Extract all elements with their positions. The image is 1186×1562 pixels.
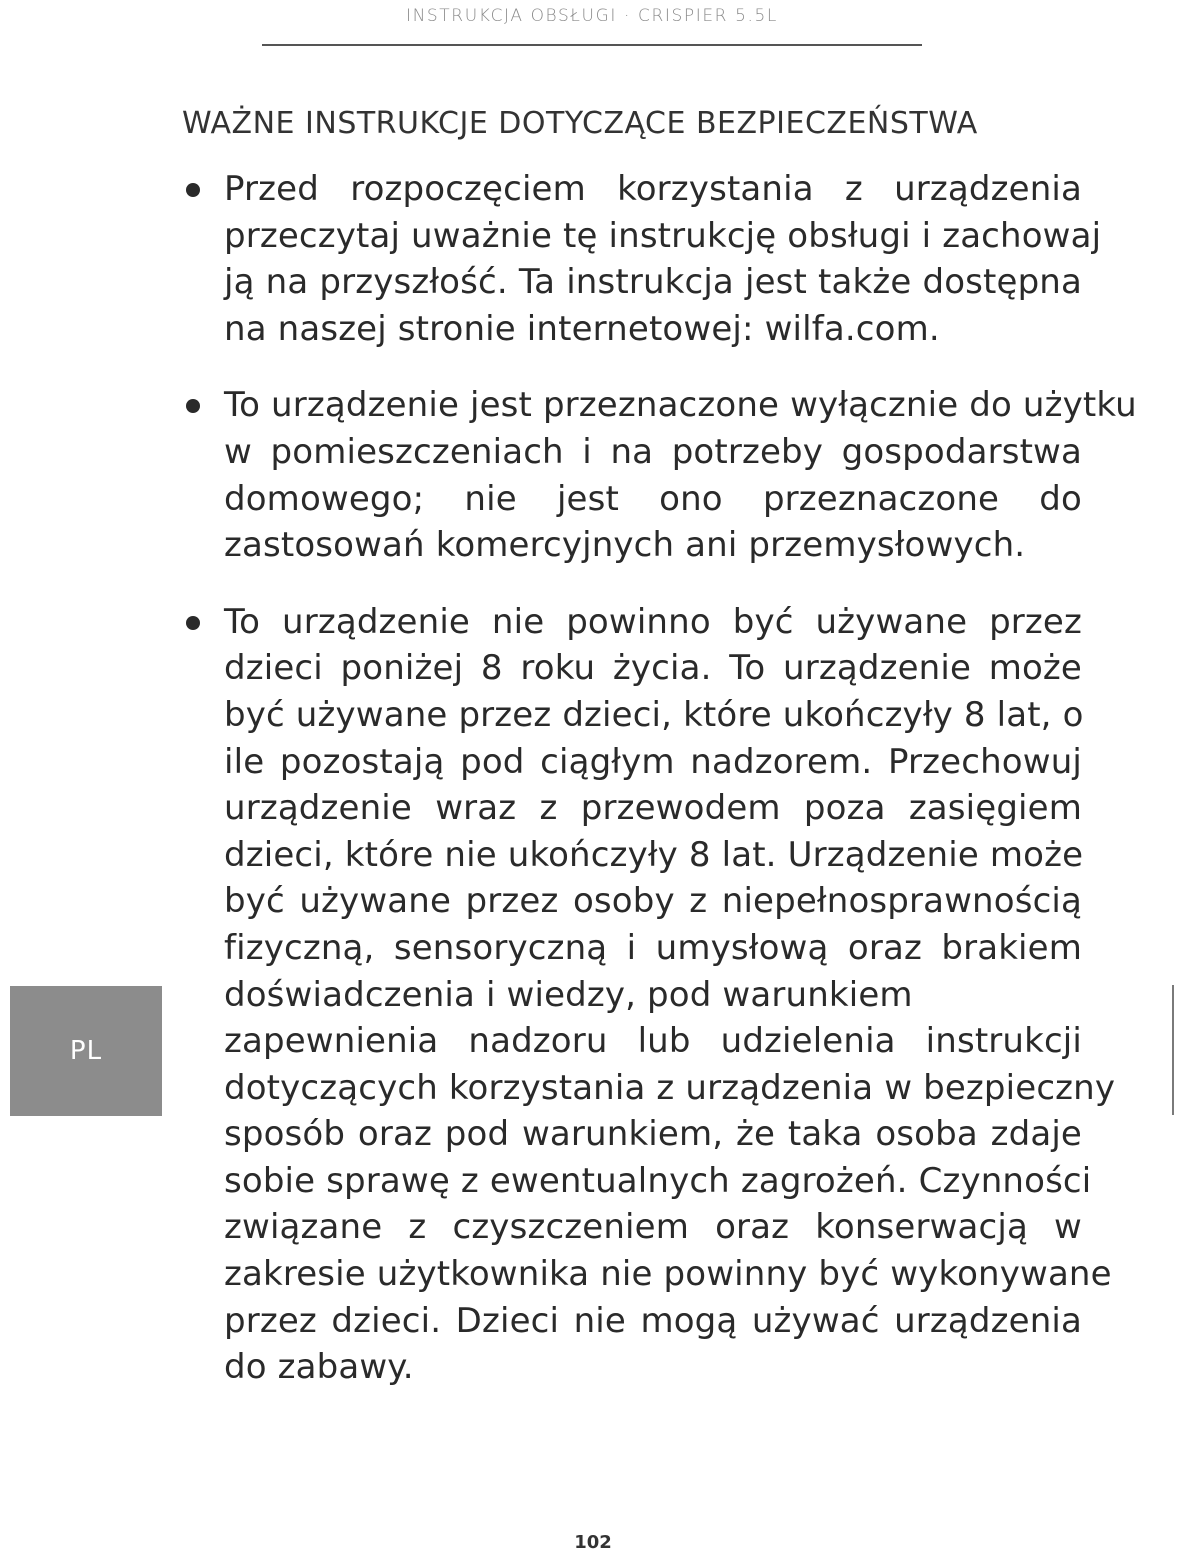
page-number: 102 (574, 1532, 612, 1553)
bullet-line: zastosowań komercyjnych ani przemysłowych. (224, 525, 1026, 566)
header-rule (262, 44, 922, 46)
bullet-item (182, 599, 1116, 1391)
bullet-line: doświadczenia i wiedzy, pod warunkiem (224, 974, 913, 1015)
bullet-line: fizyczną, sensoryczną i umysłową oraz brakiem (224, 927, 1082, 968)
bullet-line: dzieci, które nie ukończyły 8 lat. Urządzenie może (224, 834, 1084, 875)
bullet-line: zapewnienia nadzoru lub udzielenia instrukcji (224, 1021, 1082, 1062)
bullet-line: do zabawy. (224, 1347, 414, 1388)
bullet-line: urządzenie wraz z przewodem poza zasięgiem (224, 788, 1082, 829)
page-edge-mark (1172, 985, 1174, 1115)
running-header: INSTRUKCJA OBSŁUGI · CRISPIER 5.5L (405, 6, 778, 26)
bullet-item (182, 166, 1102, 352)
bullet-line: na naszej stronie internetowej: wilfa.com. (224, 308, 940, 349)
bullet-dot-icon (186, 616, 200, 630)
bullet-line: sobie sprawę z ewentualnych zagrożeń. Czynności (224, 1160, 1092, 1201)
bullet-line: Przed rozpoczęciem korzystania z urządzenia (224, 169, 1082, 209)
bullet-line: zakresie użytkownika nie powinny być wykonywane (224, 1254, 1112, 1295)
bullet-line: w pomieszczeniach i na potrzeby gospodarstwa (224, 431, 1082, 472)
bullet-line: To urządzenie nie powinno być używane przez (224, 601, 1082, 642)
bullet-line: ile pozostają pod ciągłym nadzorem. Przechowuj (224, 741, 1082, 782)
bullet-line: być używane przez osoby z niepełnosprawnością (224, 881, 1082, 922)
bullet-dot-icon (186, 399, 200, 413)
bullet-item (182, 382, 1137, 568)
bullet-line: ją na przyszłość. Ta instrukcja jest także dostępna (224, 262, 1082, 303)
bullet-line: związane z czyszczeniem oraz konserwacją w (224, 1207, 1082, 1248)
bullet-line: To urządzenie jest przeznaczone wyłącznie do użytku (224, 385, 1137, 426)
safety-bullet-list (182, 166, 1137, 1421)
language-tab (10, 986, 162, 1116)
bullet-line: dzieci poniżej 8 roku życia. To urządzenie może (224, 648, 1082, 689)
bullet-line: dotyczących korzystania z urządzenia w bezpieczny (224, 1067, 1116, 1108)
bullet-line: przeczytaj uważnie tę instrukcję obsługi i zachowaj (224, 215, 1102, 256)
bullet-line: sposób oraz pod warunkiem, że taka osoba zdaje (224, 1114, 1082, 1155)
section-title: WAŻNE INSTRUKCJE DOTYCZĄCE BEZPIECZEŃSTWA (182, 106, 978, 141)
bullet-dot-icon (186, 183, 200, 197)
language-tab-label: PL (69, 1036, 103, 1066)
bullet-line: przez dzieci. Dzieci nie mogą używać urządzenia (224, 1300, 1082, 1341)
bullet-line: domowego; nie jest ono przeznaczone do (224, 478, 1082, 519)
bullet-line: być używane przez dzieci, które ukończyły 8 lat, o (224, 694, 1084, 735)
